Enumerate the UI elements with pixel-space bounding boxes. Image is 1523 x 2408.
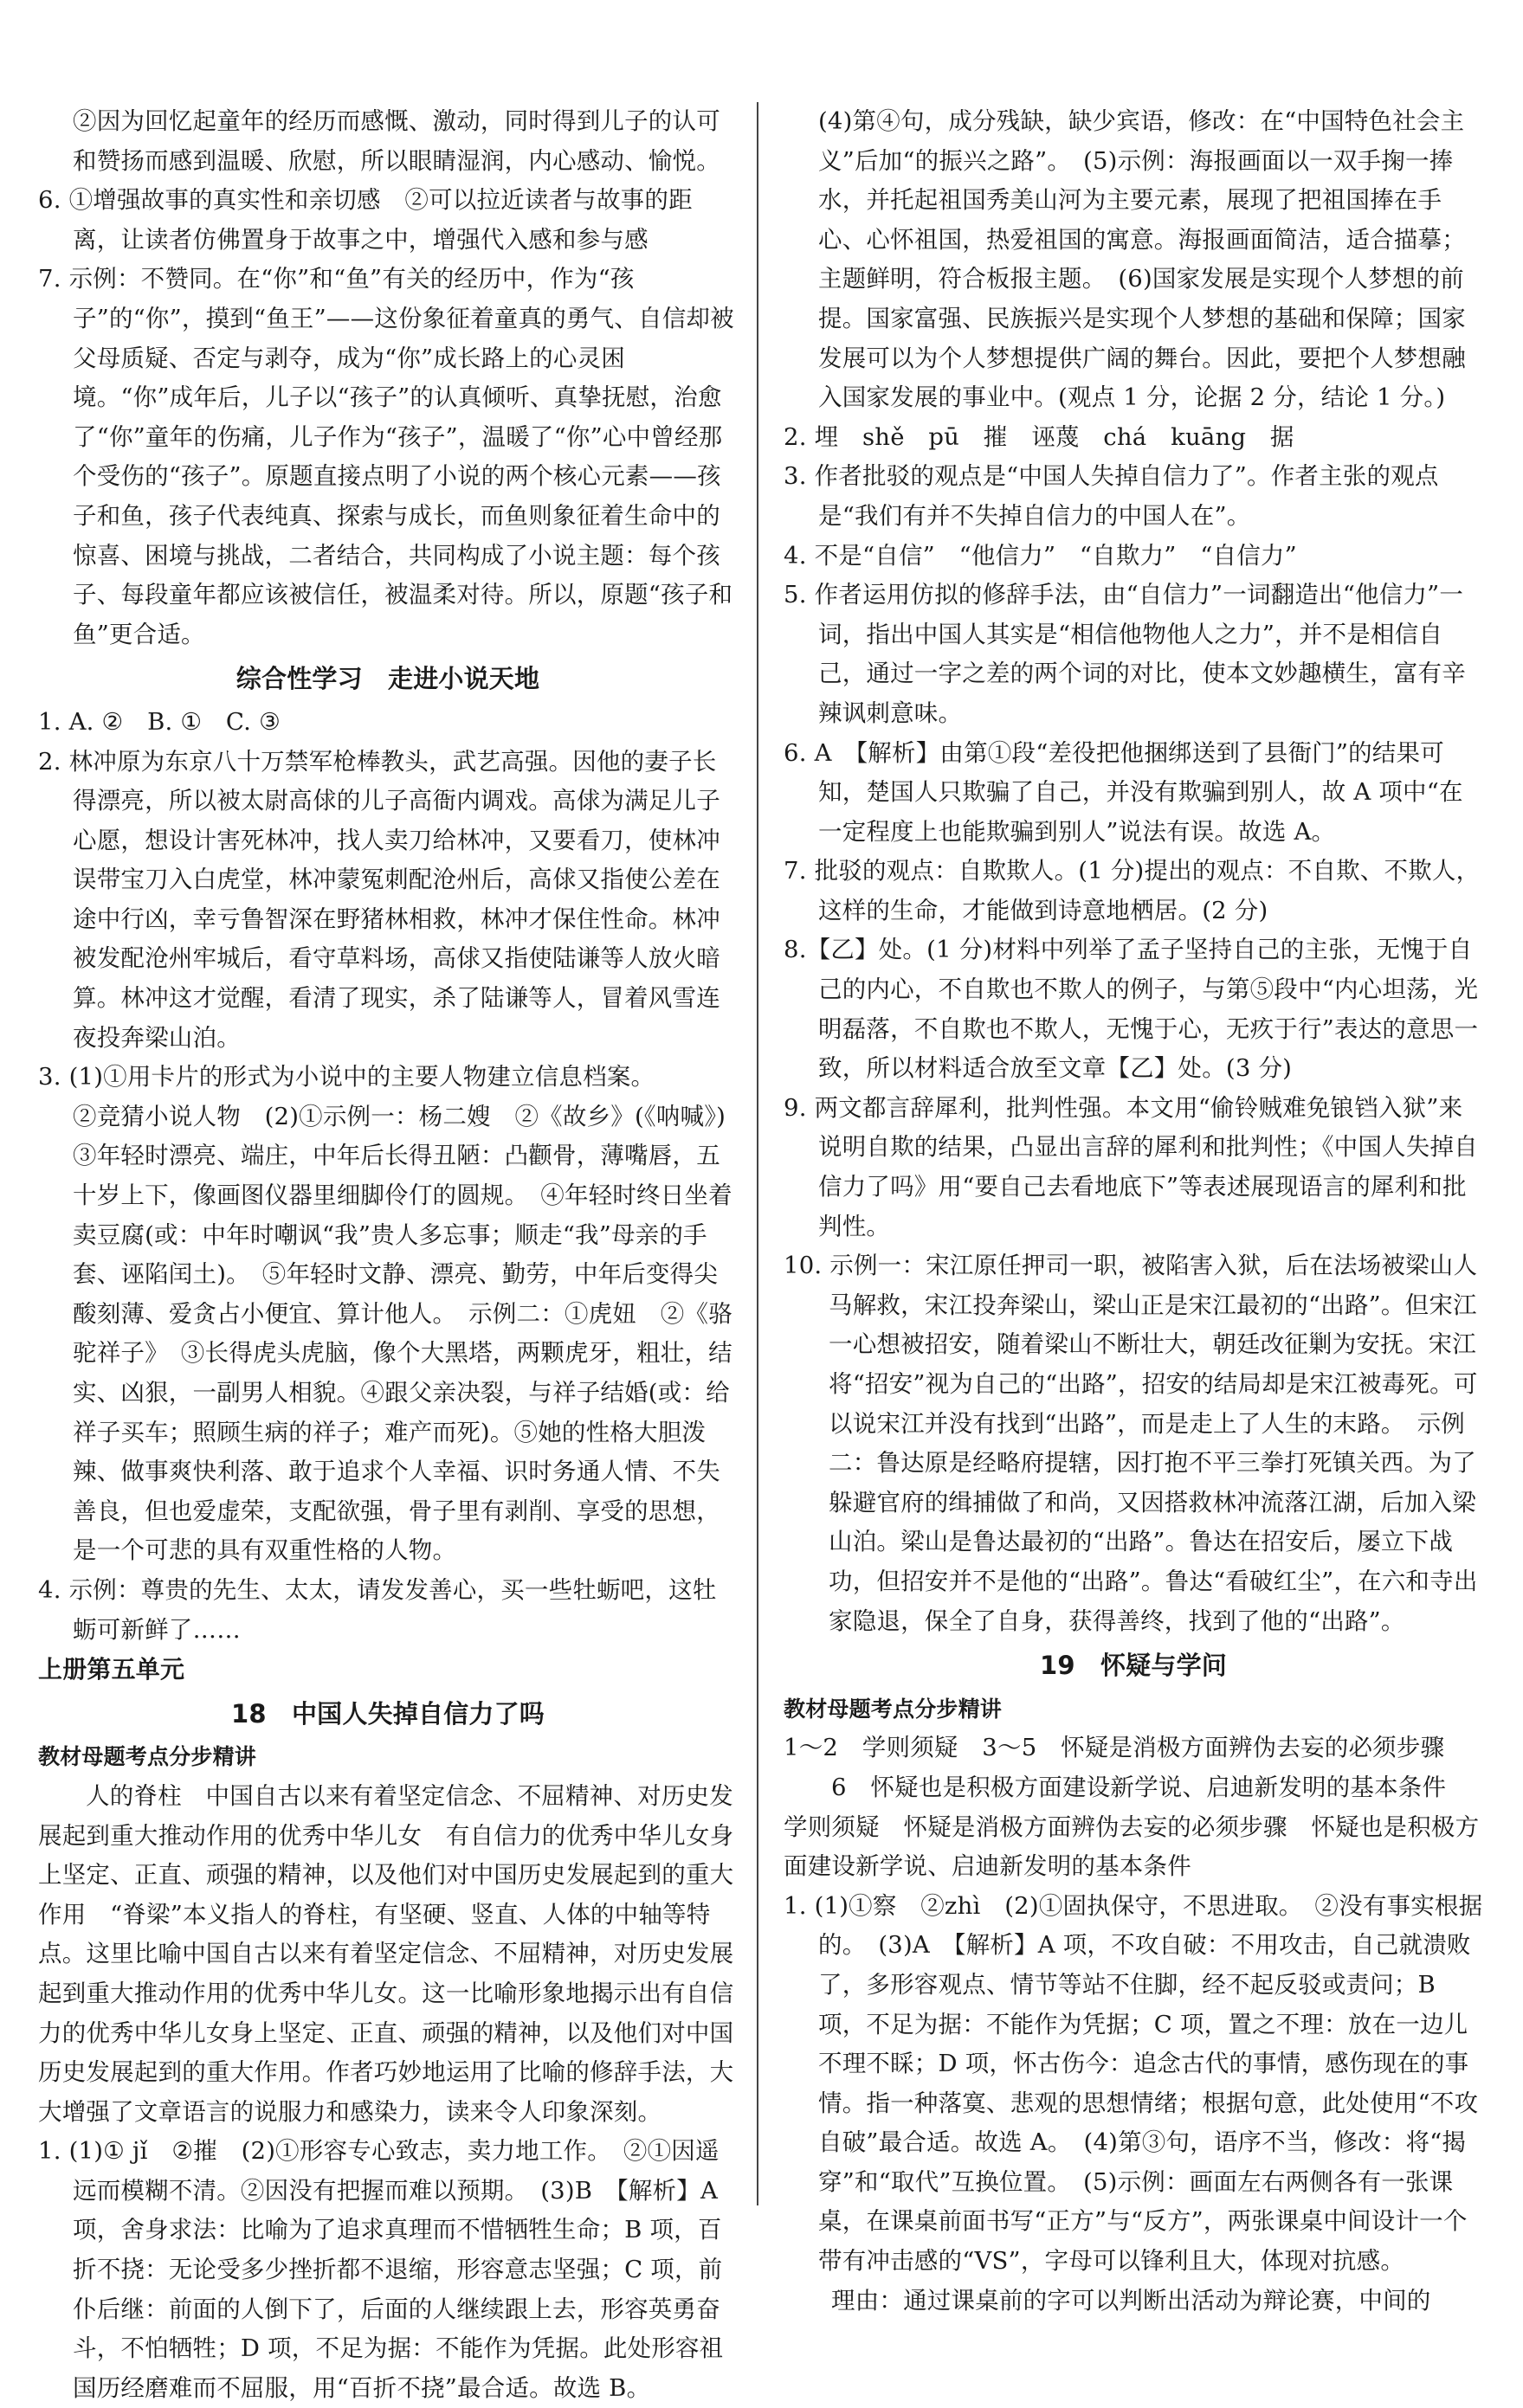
subsection-heading: 教材母题考点分步精讲	[38, 1744, 257, 1770]
lesson-18-answer-1: 1. (1)① jǐ ②摧 (2)①形容专心致志，卖力地工作。 ②①因遥远而模糊不清。②因没有把握而难以预期。 (3)B 【解析】A 项，舍身求法：比喻为了追求真理而不惜牺牲生命；B 项，百折不挠：无论受多少挫折都不退缩，形容意志坚强；C 项，前仆后继：前面的人倒下了，后面的人继续跟上去，形容英勇奋斗，不怕牺牲；D 项，不足为据：不能作为凭据。此处形容祖国历经磨难而不屈服，用“百折不挠”最合适。故选 B。	[38, 2137, 724, 2402]
answer-paragraph: ②因为回忆起童年的经历而感慨、激动，同时得到儿子的认可和赞扬而感到温暖、欣慰，所以眼睛湿润，内心感动、愉悦。	[73, 107, 720, 175]
right-column	[784, 102, 1483, 2321]
answer-item-2: 2. 埋 shě pū 摧 诬蔑 chá kuāng 据	[784, 422, 1294, 451]
lesson-18-paragraph: 人的脊柱 中国自古以来有着坚定信念、不屈精神、对历史发展起到重大推动作用的优秀中华儿女 有自信力的优秀中华儿女身上坚定、正直、顽强的精神，以及他们对中国历史发展起到的重大作用 “脊梁”本义指人的脊柱，有坚硬、竖直、人体的中轴等特点。这里比喻中国自古以来有着坚定信念、不屈精神，对历史发展起到重大推动作用的优秀中华儿女。这一比喻形象地揭示出有自信力的优秀中华儿女身上坚定、正直、顽强的精神，以及他们对中国历史发展起到的重大作用。作者巧妙地运用了比喻的修辞手法，大大增强了文章语言的说服力和感染力，读来令人印象深刻。	[38, 1781, 734, 2126]
lesson-19-paragraph: 1～2 学则须疑 3～5 怀疑是消极方面辨伪去妄的必须步骤	[784, 1734, 1445, 1762]
answer-item-3-continued: ②竞猜小说人物 (2)①示例一：杨二嫂 ②《故乡》(《呐喊》) ③年轻时漂亮、端庄，中年后长得丑陋：凸颧骨，薄嘴唇，五十岁上下，像画图仪器里细脚伶仃的圆规。 ④年轻时终日坐着卖豆腐(或：中年时嘲讽“我”贵人多忘事；顺走“我”母亲的手套、诬陷闰土)。 ⑤年轻时文静、漂亮、勤劳，中年后变得尖酸刻薄、爱贪占小便宜、算计他人。 示例二：①虎妞 ②《骆驼祥子》 ③长得虎头虎脑，像个大黑塔，两颗虎牙，粗壮，结实、凶狠，一副男人相貌。④跟父亲决裂，与祥子结婚(或：给祥子买车；照顾生病的祥子；难产而死)。⑤她的性格大胆泼辣、做事爽快利落、敢于追求个人幸福、识时务通人情、不失善良，但也爱虚荣，支配欲强，骨子里有剥削、享受的思想，是一个可悲的具有双重性格的人物。	[73, 1102, 750, 1565]
left-column	[38, 102, 750, 2408]
answer-item-6: 6. A 【解析】由第①段“差役把他捆绑送到了县衙门”的结果可知，楚国人只欺骗了自己，并没有欺骗到别人，故 A 项中“在一定程度上也能欺骗到别人”说法有误。故选 A。	[784, 738, 1463, 846]
answer-paragraph: (4)第④句，成分残缺，缺少宾语，修改：在“中国特色社会主义”后加“的振兴之路”。 (5)示例：海报画面以一双手掬一捧水，并托起祖国秀美山河为主要元素，展现了把祖国捧在手心、心怀祖国，热爱祖国的寓意。海报画面简洁，适合描摹；主题鲜明，符合板报主题。 (6)国家发展是实现个人梦想的前提。国家富强、民族振兴是实现个人梦想的基础和保障；国家发展可以为个人梦想提供广阔的舞台。因此，要把个人梦想融入国家发展的事业中。(观点 1 分，论据 2 分，结论 1 分。)	[818, 107, 1466, 412]
column-divider	[757, 102, 758, 2205]
answer-item-7: 7. 示例：不赞同。在“你”和“鱼”有关的经历中，作为“孩子”的“你”，摸到“鱼王”——这份象征着童真的勇气、自信却被父母质疑、否定与剥夺，成为“你”成长路上的心灵困境。“你”成年后，儿子以“孩子”的认真倾听、真挚抚慰，治愈了“你”童年的伤痛，儿子作为“孩子”，温暖了“你”心中曾经那个受伤的“孩子”。原题直接点明了小说的两个核心元素——孩子和鱼，孩子代表纯真、探索与成长，而鱼则象征着生命中的惊喜、困境与挑战，二者结合，共同构成了小说主题：每个孩子、每段童年都应该被信任，被温柔对待。所以，原题“孩子和鱼”更合适。	[38, 265, 734, 648]
answer-item-7: 7. 批驳的观点：自欺欺人。(1 分)提出的观点：不自欺、不欺人，这样的生命，才能做到诗意地栖居。(2 分)	[784, 857, 1481, 924]
answer-item-10: 10. 示例一：宋江原任押司一职，被陷害入狱，后在法场被梁山人马解救，宋江投奔梁山，梁山正是宋江最初的“出路”。但宋江一心想被招安，随着梁山不断壮大，朝廷改征剿为安抚。宋江将“招安”视为自己的“出路”，招安的结局却是宋江被毒死。可以说宋江并没有找到“出路”，而是走上了人生的末路。 示例二：鲁达原是经略府提辖，因打抱不平三拳打死镇关西。为了躲避官府的缉捕做了和尚，又因搭救林冲流落江湖，后加入梁山泊。梁山是鲁达最初的“出路”。鲁达在招安后，屡立下战功，但招安并不是他的“出路”。鲁达“看破红尘”，在六和寺出家隐退，保全了自身，获得善终，找到了他的“出路”。	[784, 1252, 1478, 1635]
answer-item-1: 1. A. ② B. ① C. ③	[38, 707, 281, 736]
lesson-title-18: 18 中国人失掉自信力了吗	[231, 1698, 545, 1729]
lesson-title-19: 19 怀疑与学问	[1040, 1651, 1227, 1681]
unit-heading: 上册第五单元	[38, 1655, 185, 1684]
answer-item-8: 8.【乙】处。(1 分)材料中列举了孟子坚持自己的主张，无愧于自己的内心，不自欺也不欺人的例子，与第⑤段中“内心坦荡，光明磊落，不自欺也不欺人，无愧于心，无疚于行”表达的意思一致，所以材料适合放至文章【乙】处。(3 分)	[784, 936, 1479, 1083]
reason-paragraph: 理由：通过课桌前的字可以判断出活动为辩论赛，中间的	[831, 2286, 1431, 2315]
answer-item-2: 2. 林冲原为东京八十万禁军枪棒教头，武艺高强。因他的妻子长得漂亮，所以被太尉高俅的儿子高衙内调戏。高俅为满足儿子心愿，想设计害死林冲，找人卖刀给林冲，又要看刀，使林冲误带宝刀入白虎堂，林冲蒙冤刺配沧州后，高俅又指使公差在途中行凶，幸亏鲁智深在野猪林相救，林冲才保住性命。林冲被发配沧州牢城后，看守草料场，高俅又指使陆谦等人放火暗算。林冲这才觉醒，看清了现实，杀了陆谦等人，冒着风雪连夜投奔梁山泊。	[38, 747, 720, 1052]
subsection-heading: 教材母题考点分步精讲	[784, 1696, 1003, 1722]
lesson-19-answer-1: 1. (1)①察 ②zhì (2)①固执保守，不思进取。 ②没有事实根据的。 (3)A 【解析】A 项，不攻自破：不用攻击，自己就溃败了，多形容观点、情节等站不住脚，经不起反驳或责问；B 项，不足为据：不能作为凭据；C 项，置之不理：放在一边儿不理不睬；D 项，怀古伤今：追念古代的事情，感伤现在的事情。指一种落寞、悲观的思想情绪；根据句意，此处使用“不攻自破”最合适。故选 A。 (4)第③句，语序不当，修改：将“揭穿”和“取代”互换位置。 (5)示例：画面左右两侧各有一张课桌，在课桌前面书写“正方”与“反方”，两张课桌中间设计一个带有冲击感的“VS”，字母可以锋利且大，体现对抗感。	[784, 1891, 1483, 2276]
answer-item-3: 3. (1)①用卡片的形式为小说中的主要人物建立信息档案。	[38, 1063, 655, 1091]
answer-item-3: 3. 作者批驳的观点是“中国人失掉自信力了”。作者主张的观点是“我们有并不失掉自信力的中国人在”。	[784, 462, 1439, 530]
answer-item-5: 5. 作者运用仿拟的修辞手法，由“自信力”一词翻造出“他信力”一词，指出中国人其实是“相信他物他人之力”，并不是相信自己，通过一字之差的两个词的对比，使本文妙趣横生，富有辛辣讽刺意味。	[784, 581, 1466, 727]
lesson-19-paragraph-continued: 6 怀疑也是积极方面建设新学说、启迪新发明的基本条件 学则须疑 怀疑是消极方面辨伪去妄的必须步骤 怀疑也是积极方面建设新学说、启迪新发明的基本条件	[784, 1773, 1480, 1881]
section-heading-comprehensive-learning: 综合性学习 走进小说天地	[236, 664, 540, 694]
answer-item-9: 9. 两文都言辞犀利，批判性强。本文用“偷铃贼难免锒铛入狱”来说明自欺的结果，凸显出言辞的犀利和批判性；《中国人失掉自信力了吗》用“要自己去看地底下”等表述展现语言的犀利和批判性。	[784, 1093, 1478, 1240]
answer-item-4: 4. 不是“自信” “他信力” “自欺力” “自信力”	[784, 541, 1297, 570]
answer-item-6: 6. ①增强故事的真实性和亲切感 ②可以拉近读者与故事的距离，让读者仿佛置身于故事之中，增强代入感和参与感	[38, 186, 693, 254]
answer-item-4: 4. 示例：尊贵的先生、太太，请发发善心，买一些牡蛎吧，这牡蛎可新鲜了……	[38, 1575, 717, 1644]
